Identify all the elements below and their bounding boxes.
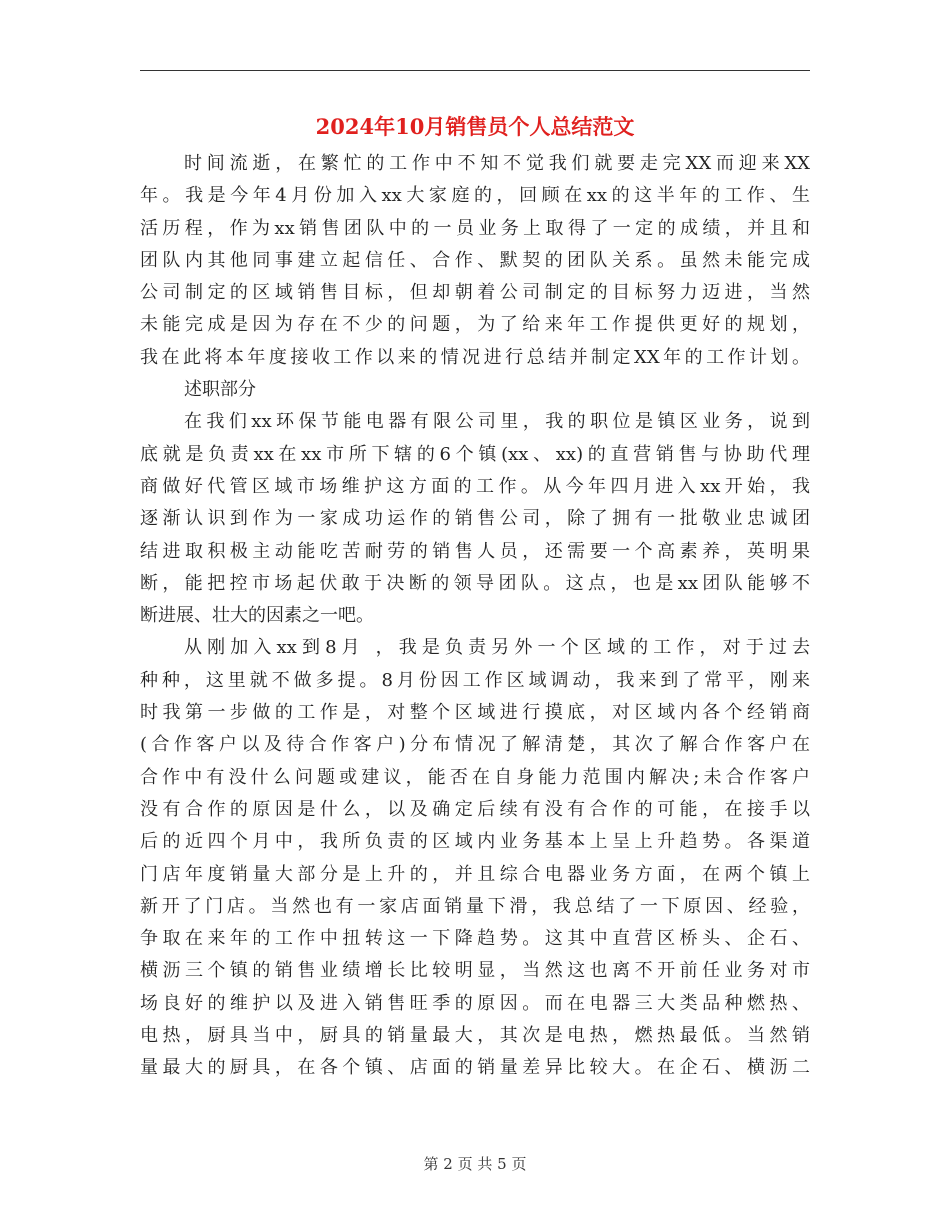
text-line: 电热，厨具当中，厨具的销量最大，其次是电热，燃热最低。当然销: [140, 1025, 810, 1047]
text-line: 团队内其他同事建立起信任、合作、默契的团队关系。虽然未能完成: [140, 249, 810, 271]
text-line: 量最大的厨具，在各个镇、店面的销量差异比较大。在企石、横沥二: [140, 1057, 810, 1079]
text-line: 逐渐认识到作为一家成功运作的销售公司，除了拥有一批敬业忠诚团: [140, 508, 810, 530]
text-line: 年。我是今年4月份加入xx大家庭的，回顾在xx的这半年的工作、生: [140, 185, 810, 207]
text-line: 结进取积极主动能吃苦耐劳的销售人员，还需要一个高素养，英明果: [140, 540, 810, 562]
text-line: 争取在来年的工作中扭转这一下降趋势。这其中直营区桥头、企石、: [140, 928, 810, 950]
text-line: 后的近四个月中，我所负责的区域内业务基本上呈上升趋势。各渠道: [140, 831, 810, 853]
text-line: 底就是负责xx在xx市所下辖的6个镇(xx、xx)的直营销售与协助代理: [140, 443, 810, 465]
text-line: 横沥三个镇的销售业绩增长比较明显，当然这也离不开前任业务对市: [140, 960, 810, 982]
text-line: 种种，这里就不做多提。8月份因工作区域调动，我来到了常平，刚来: [140, 669, 810, 691]
text-line: 时我第一步做的工作是，对整个区域进行摸底，对区域内各个经销商: [140, 702, 810, 724]
text-line: 新开了门店。当然也有一家店面销量下滑，我总结了一下原因、经验，: [140, 895, 810, 917]
text-line: 未能完成是因为存在不少的问题，为了给来年工作提供更好的规划，: [140, 314, 810, 336]
text-line: 公司制定的区域销售目标，但却朝着公司制定的目标努力迈进，当然: [140, 282, 810, 304]
document-title: 2024年10月销售员个人总结范文: [315, 114, 635, 139]
page-number-footer: 第 2 页 共 5 页: [423, 1155, 527, 1173]
document-body: [140, 148, 810, 1085]
text-line: 合作中有没什么问题或建议，能否在自身能力范围内解决;未合作客户: [140, 766, 810, 788]
text-line: 场良好的维护以及进入销售旺季的原因。而在电器三大类品种燃热、: [140, 992, 810, 1014]
text-line: 在我们xx环保节能电器有限公司里，我的职位是镇区业务，说到: [184, 411, 810, 433]
text-line: 从刚加入xx到8月 ，我是负责另外一个区域的工作，对于过去: [184, 637, 810, 659]
text-line: 没有合作的原因是什么，以及确定后续有没有合作的可能，在接手以: [140, 798, 810, 820]
text-line: 断，能把控市场起伏敢于决断的领导团队。这点，也是xx团队能够不: [140, 572, 810, 594]
text-line: 我在此将本年度接收工作以来的情况进行总结并制定XX年的工作计划。: [140, 346, 810, 368]
section-heading: 述职部分: [184, 379, 256, 401]
text-line: 断进展、壮大的因素之一吧。: [140, 605, 374, 627]
text-line: 门店年度销量大部分是上升的，并且综合电器业务方面，在两个镇上: [140, 863, 810, 885]
text-line: (合作客户以及待合作客户)分布情况了解清楚，其次了解合作客户在: [140, 734, 810, 756]
text-line: 时间流逝，在繁忙的工作中不知不觉我们就要走完XX而迎来XX: [184, 153, 810, 174]
text-line: 活历程，作为xx销售团队中的一员业务上取得了一定的成绩，并且和: [140, 217, 810, 239]
text-line: 商做好代管区域市场维护这方面的工作。从今年四月进入xx开始，我: [140, 475, 810, 497]
header-rule: [140, 70, 810, 71]
